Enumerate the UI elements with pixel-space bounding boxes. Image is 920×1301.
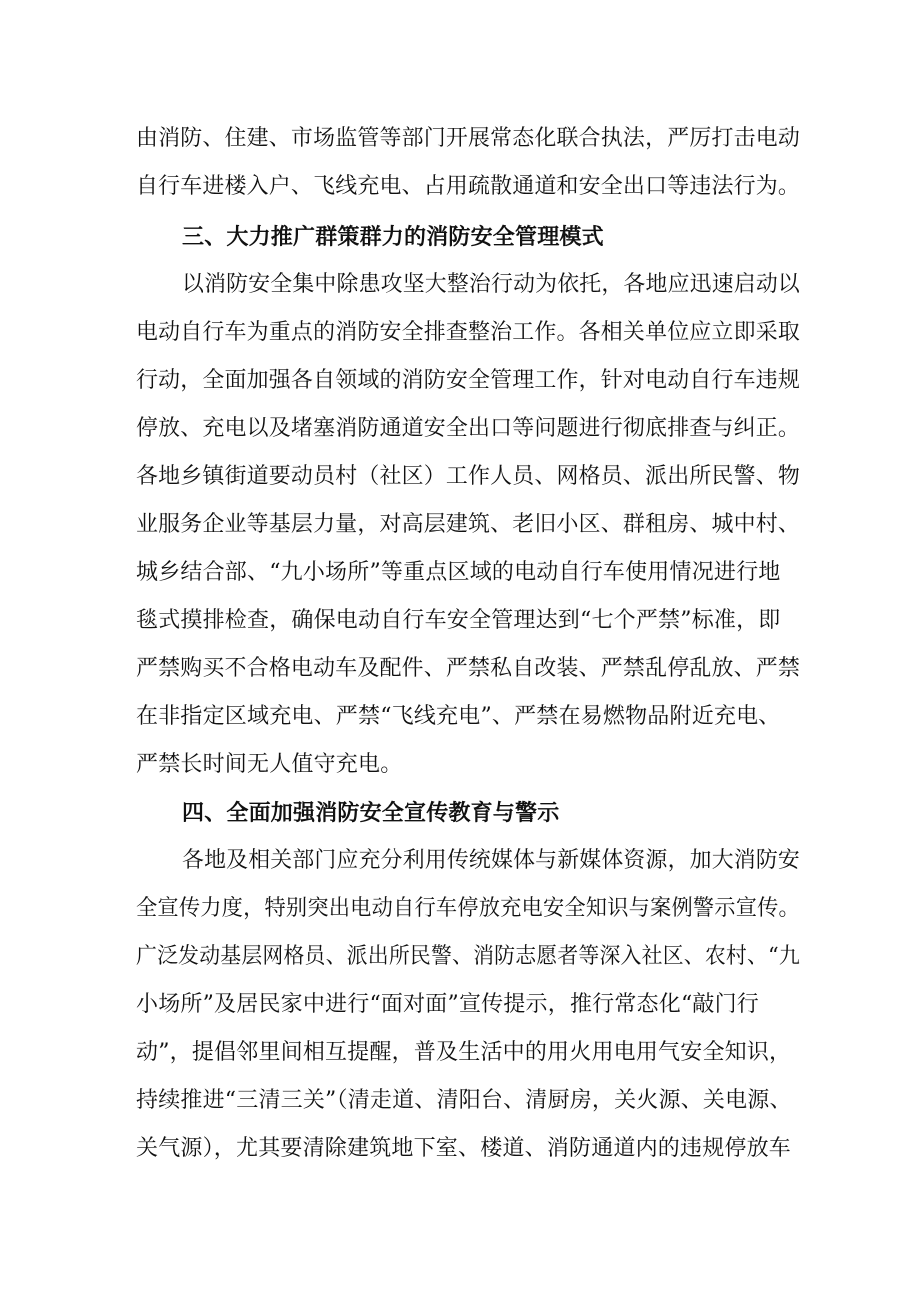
body-text-line: 全宣传力度，特别突出电动自行车停放充电安全知识与案例警示宣传。	[136, 896, 800, 921]
paragraph-first-line: 各地及相关部门应充分利用传统媒体与新媒体资源，加大消防安	[182, 848, 801, 873]
body-text-line: 行动，全面加强各自领域的消防安全管理工作，针对电动自行车违规	[136, 368, 801, 393]
body-text-line: 毯式摸排检查，确保电动自行车安全管理达到“七个严禁”标准，即	[136, 608, 781, 633]
body-text-line: 严禁购买不合格电动车及配件、严禁私自改装、严禁乱停乱放、严禁	[136, 656, 801, 681]
section-heading-4: 四、全面加强消防安全宣传教育与警示	[182, 800, 560, 826]
paragraph-first-line: 以消防安全集中除患攻坚大整治行动为依托，各地应迅速启动以	[182, 272, 801, 297]
body-text-line: 电动自行车为重点的消防安全排查整治工作。各相关单位应立即采取	[136, 320, 801, 345]
body-text-line: 自行车进楼入户、飞线充电、占用疏散通道和安全出口等违法行为。	[136, 174, 801, 199]
body-text-line: 在非指定区域充电、严禁“飞线充电”、严禁在易燃物品附近充电、	[136, 704, 781, 729]
body-text-line: 关气源），尤其要清除建筑地下室、楼道、消防通道内的违规停放车	[136, 1136, 792, 1161]
body-text-line: 停放、充电以及堵塞消防通道安全出口等问题进行彻底排查与纠正。	[136, 416, 801, 441]
body-text-line: 业服务企业等基层力量，对高层建筑、老旧小区、群租房、城中村、	[136, 512, 801, 537]
body-text-line: 持续推进“三清三关”（清走道、清阳台、清厨房，关火源、关电源、	[136, 1088, 792, 1113]
section-heading-3: 三、大力推广群策群力的消防安全管理模式	[182, 224, 604, 250]
body-text-line: 城乡结合部、“九小场所”等重点区域的电动自行车使用情况进行地	[136, 560, 781, 585]
body-text-line: 动”，提倡邻里间相互提醒，普及生活中的用火用电用气安全知识，	[136, 1040, 792, 1065]
body-text-line: 广泛发动基层网格员、派出所民警、消防志愿者等深入社区、农村、“九	[136, 944, 800, 969]
body-text-line: 小场所”及居民家中进行“面对面”宣传提示，推行常态化“敲门行	[136, 992, 759, 1017]
body-text-line: 各地乡镇街道要动员村（社区）工作人员、网格员、派出所民警、物	[136, 464, 801, 489]
body-text-line: 严禁长时间无人值守充电。	[136, 752, 403, 777]
body-text-line: 由消防、住建、市场监管等部门开展常态化联合执法，严厉打击电动	[136, 126, 801, 151]
